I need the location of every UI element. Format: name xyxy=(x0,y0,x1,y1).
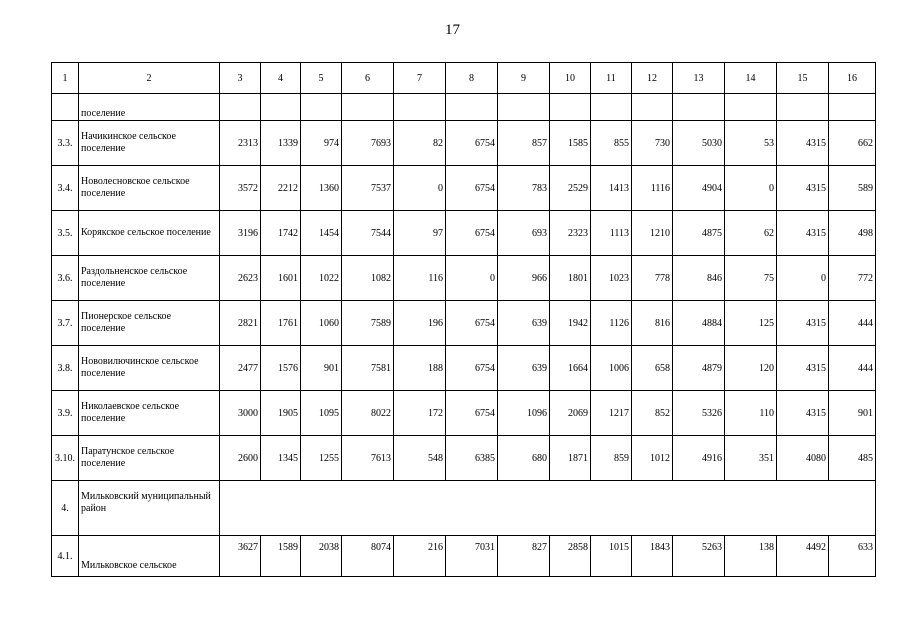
value-cell: 6754 xyxy=(446,391,498,436)
value-cell: 1942 xyxy=(550,301,591,346)
value-cell: 4879 xyxy=(673,346,725,391)
header-row xyxy=(52,63,876,94)
header-cell: 16 xyxy=(829,63,876,94)
value-cell: 110 xyxy=(725,391,777,436)
value-cell: 97 xyxy=(394,211,446,256)
row-name: поселение xyxy=(79,94,220,121)
value-cell: 589 xyxy=(829,166,876,211)
table-row xyxy=(52,301,876,346)
value-cell: 1126 xyxy=(591,301,632,346)
row-name: Николаевское сельское поселение xyxy=(79,391,220,436)
value-cell: 444 xyxy=(829,346,876,391)
value-cell: 7537 xyxy=(342,166,394,211)
value-cell: 1843 xyxy=(632,536,673,577)
value-cell: 2858 xyxy=(550,536,591,577)
header-cell: 14 xyxy=(725,63,777,94)
value-cell: 827 xyxy=(498,536,550,577)
value-cell: 4315 xyxy=(777,391,829,436)
header-cell: 11 xyxy=(591,63,632,94)
table-row xyxy=(52,536,876,577)
value-cell: 1742 xyxy=(261,211,301,256)
value-cell: 351 xyxy=(725,436,777,481)
value-cell: 4315 xyxy=(777,346,829,391)
value-cell: 1905 xyxy=(261,391,301,436)
value-cell: 1801 xyxy=(550,256,591,301)
row-number xyxy=(52,94,79,121)
value-cell: 4916 xyxy=(673,436,725,481)
value-cell: 846 xyxy=(673,256,725,301)
value-cell: 5326 xyxy=(673,391,725,436)
value-cell: 216 xyxy=(394,536,446,577)
row-name: Пионерское сельское поселение xyxy=(79,301,220,346)
value-cell: 4884 xyxy=(673,301,725,346)
value-cell: 548 xyxy=(394,436,446,481)
value-cell: 730 xyxy=(632,121,673,166)
value-cell: 4875 xyxy=(673,211,725,256)
value-cell: 1096 xyxy=(498,391,550,436)
value-cell: 7589 xyxy=(342,301,394,346)
row-name: Новолесновское сельское поселение xyxy=(79,166,220,211)
table-row xyxy=(52,436,876,481)
value-cell: 62 xyxy=(725,211,777,256)
value-cell: 6754 xyxy=(446,166,498,211)
header-cell: 13 xyxy=(673,63,725,94)
table-row xyxy=(52,211,876,256)
header-cell: 9 xyxy=(498,63,550,94)
table-row xyxy=(52,166,876,211)
value-cell: 852 xyxy=(632,391,673,436)
value-cell: 2529 xyxy=(550,166,591,211)
value-cell: 7613 xyxy=(342,436,394,481)
value-cell: 188 xyxy=(394,346,446,391)
value-cell: 6754 xyxy=(446,301,498,346)
row-number: 3.4. xyxy=(52,166,79,211)
value-cell: 4904 xyxy=(673,166,725,211)
value-cell: 498 xyxy=(829,211,876,256)
row-number: 4.1. xyxy=(52,536,79,577)
row-number: 3.9. xyxy=(52,391,79,436)
value-cell: 3572 xyxy=(220,166,261,211)
value-cell: 1006 xyxy=(591,346,632,391)
value-cell: 1664 xyxy=(550,346,591,391)
value-cell: 0 xyxy=(777,256,829,301)
value-cell: 6754 xyxy=(446,121,498,166)
value-cell: 138 xyxy=(725,536,777,577)
value-cell: 2313 xyxy=(220,121,261,166)
value-cell: 901 xyxy=(829,391,876,436)
value-cell: 2623 xyxy=(220,256,261,301)
value-cell: 4315 xyxy=(777,301,829,346)
value-cell: 974 xyxy=(301,121,342,166)
value-cell: 8074 xyxy=(342,536,394,577)
value-cell: 1585 xyxy=(550,121,591,166)
value-cell: 82 xyxy=(394,121,446,166)
header-cell: 6 xyxy=(342,63,394,94)
value-cell: 4492 xyxy=(777,536,829,577)
value-cell: 633 xyxy=(829,536,876,577)
row-number: 3.6. xyxy=(52,256,79,301)
header-cell: 2 xyxy=(79,63,220,94)
value-cell: 2821 xyxy=(220,301,261,346)
value-cell: 4080 xyxy=(777,436,829,481)
value-cell: 1217 xyxy=(591,391,632,436)
row-name: Начикинское сельское поселение xyxy=(79,121,220,166)
value-cell: 2212 xyxy=(261,166,301,211)
row-name: Корякское сельское поселение xyxy=(79,211,220,256)
header-cell: 5 xyxy=(301,63,342,94)
value-cell: 662 xyxy=(829,121,876,166)
value-cell: 1454 xyxy=(301,211,342,256)
value-cell: 1576 xyxy=(261,346,301,391)
value-cell: 658 xyxy=(632,346,673,391)
data-table xyxy=(51,62,876,577)
value-cell: 3627 xyxy=(220,536,261,577)
value-cell: 53 xyxy=(725,121,777,166)
value-cell: 1022 xyxy=(301,256,342,301)
value-cell: 6754 xyxy=(446,211,498,256)
table-row xyxy=(52,391,876,436)
value-cell: 778 xyxy=(632,256,673,301)
value-cell: 4315 xyxy=(777,211,829,256)
value-cell: 1761 xyxy=(261,301,301,346)
value-cell: 816 xyxy=(632,301,673,346)
value-cell: 125 xyxy=(725,301,777,346)
value-cell: 1339 xyxy=(261,121,301,166)
value-cell: 5030 xyxy=(673,121,725,166)
value-cell: 7581 xyxy=(342,346,394,391)
row-name: Паратунское сельское поселение xyxy=(79,436,220,481)
value-cell: 639 xyxy=(498,301,550,346)
empty-span-cell xyxy=(220,481,876,536)
value-cell: 2069 xyxy=(550,391,591,436)
value-cell: 3196 xyxy=(220,211,261,256)
header-cell: 15 xyxy=(777,63,829,94)
value-cell: 116 xyxy=(394,256,446,301)
value-cell: 1012 xyxy=(632,436,673,481)
value-cell: 2600 xyxy=(220,436,261,481)
value-cell: 1871 xyxy=(550,436,591,481)
value-cell: 1116 xyxy=(632,166,673,211)
row-number: 3.5. xyxy=(52,211,79,256)
row-number: 3.10. xyxy=(52,436,79,481)
value-cell: 693 xyxy=(498,211,550,256)
value-cell: 0 xyxy=(394,166,446,211)
row-number: 3.3. xyxy=(52,121,79,166)
value-cell: 8022 xyxy=(342,391,394,436)
header-cell: 7 xyxy=(394,63,446,94)
value-cell: 1255 xyxy=(301,436,342,481)
value-cell: 1601 xyxy=(261,256,301,301)
value-cell: 1113 xyxy=(591,211,632,256)
value-cell: 5263 xyxy=(673,536,725,577)
row-name: Раздольненское сельское поселение xyxy=(79,256,220,301)
value-cell: 859 xyxy=(591,436,632,481)
value-cell: 855 xyxy=(591,121,632,166)
value-cell: 1210 xyxy=(632,211,673,256)
value-cell: 1015 xyxy=(591,536,632,577)
value-cell: 2038 xyxy=(301,536,342,577)
header-cell: 8 xyxy=(446,63,498,94)
value-cell: 75 xyxy=(725,256,777,301)
value-cell: 1023 xyxy=(591,256,632,301)
row-name: Мильковский муниципальный район xyxy=(79,481,220,536)
value-cell: 772 xyxy=(829,256,876,301)
row-number: 3.7. xyxy=(52,301,79,346)
table-row xyxy=(52,121,876,166)
value-cell: 7544 xyxy=(342,211,394,256)
header-cell: 1 xyxy=(52,63,79,94)
value-cell: 3000 xyxy=(220,391,261,436)
value-cell: 2477 xyxy=(220,346,261,391)
page-number: 17 xyxy=(445,22,460,38)
value-cell: 172 xyxy=(394,391,446,436)
header-cell: 12 xyxy=(632,63,673,94)
value-cell: 901 xyxy=(301,346,342,391)
value-cell: 639 xyxy=(498,346,550,391)
table-row-continued xyxy=(52,94,876,121)
row-name: Нововилючинское сельское поселение xyxy=(79,346,220,391)
table-row-region xyxy=(52,481,876,536)
table-row xyxy=(52,256,876,301)
value-cell: 1589 xyxy=(261,536,301,577)
row-number: 3.8. xyxy=(52,346,79,391)
header-cell: 10 xyxy=(550,63,591,94)
value-cell: 1082 xyxy=(342,256,394,301)
value-cell: 857 xyxy=(498,121,550,166)
value-cell: 120 xyxy=(725,346,777,391)
header-cell: 3 xyxy=(220,63,261,94)
value-cell: 6754 xyxy=(446,346,498,391)
table-row xyxy=(52,346,876,391)
header-cell: 4 xyxy=(261,63,301,94)
value-cell: 444 xyxy=(829,301,876,346)
value-cell: 7031 xyxy=(446,536,498,577)
value-cell: 1095 xyxy=(301,391,342,436)
value-cell: 1060 xyxy=(301,301,342,346)
value-cell: 0 xyxy=(446,256,498,301)
value-cell: 1360 xyxy=(301,166,342,211)
row-name: Мильковское сельское xyxy=(79,536,220,577)
value-cell: 4315 xyxy=(777,166,829,211)
value-cell: 1345 xyxy=(261,436,301,481)
value-cell: 966 xyxy=(498,256,550,301)
value-cell: 196 xyxy=(394,301,446,346)
value-cell: 6385 xyxy=(446,436,498,481)
row-number: 4. xyxy=(52,481,79,536)
value-cell: 783 xyxy=(498,166,550,211)
value-cell: 4315 xyxy=(777,121,829,166)
value-cell: 1413 xyxy=(591,166,632,211)
value-cell: 7693 xyxy=(342,121,394,166)
value-cell: 0 xyxy=(725,166,777,211)
value-cell: 680 xyxy=(498,436,550,481)
value-cell: 2323 xyxy=(550,211,591,256)
value-cell: 485 xyxy=(829,436,876,481)
